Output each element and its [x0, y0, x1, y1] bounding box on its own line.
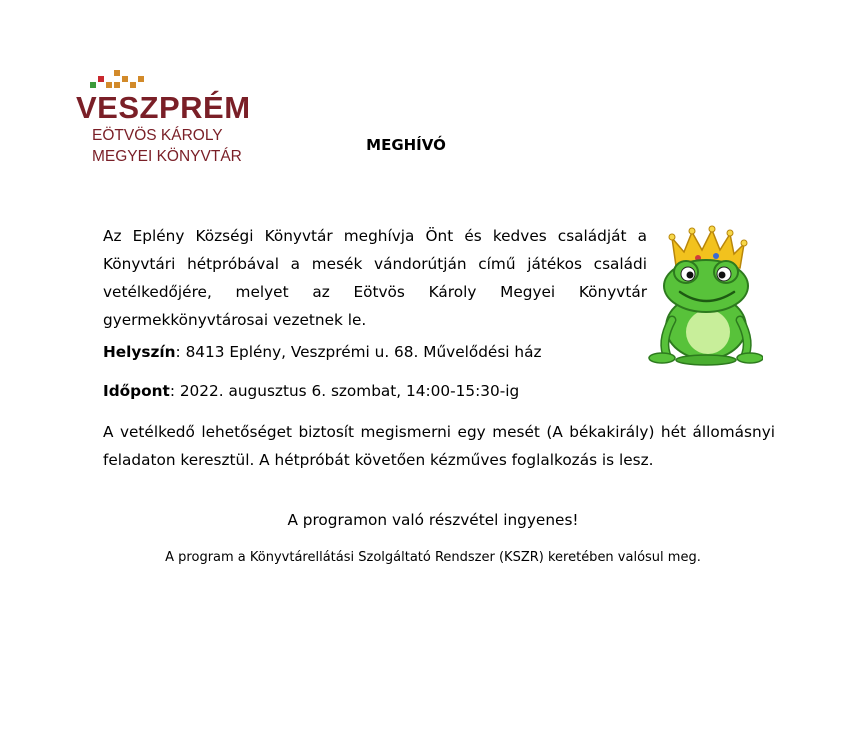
free-participation-note: A programon való részvétel ingyenes! — [287, 511, 579, 529]
logo-subtitle-2: MEGYEI KÖNYVTÁR — [92, 148, 242, 165]
description-paragraph: A vetélkedő lehetőséget biztosít megismerni egy mesét (A békakirály) hét állomásnyi feladaton keresztül. A hétpróbát követően kézműves foglalkozás is lesz. — [103, 423, 775, 469]
location-line — [103, 343, 542, 361]
time-value: : 2022. augusztus 6. szombat, 14:00-15:30-ig — [169, 382, 520, 400]
document-title: MEGHÍVÓ — [366, 136, 446, 154]
time-line — [103, 382, 519, 400]
library-logo — [76, 70, 251, 170]
program-footer-note: A program a Könyvtárellátási Szolgáltató Rendszer (KSZR) keretében valósul meg. — [165, 550, 701, 565]
time-label: Időpont — [103, 382, 170, 400]
logo-subtitle-1: EÖTVÖS KÁROLY — [92, 127, 223, 144]
logo-checker-icon — [90, 70, 144, 90]
logo-title: VESZPRÉM — [76, 90, 251, 125]
intro-paragraph: Az Eplény Községi Könyvtár meghívja Önt és kedves családját a Könyvtári hétpróbával a mesék vándorútján című játékos családi vetélkedőjére, melyet az Eötvös Károly Megyei Könyvtár gyermekkönyvtárosai vezetnek le. — [103, 227, 647, 329]
frog-king-icon — [648, 222, 763, 367]
location-label: Helyszín — [103, 343, 176, 361]
location-value: : 8413 Eplény, Veszprémi u. 68. Művelődési ház — [175, 343, 542, 361]
